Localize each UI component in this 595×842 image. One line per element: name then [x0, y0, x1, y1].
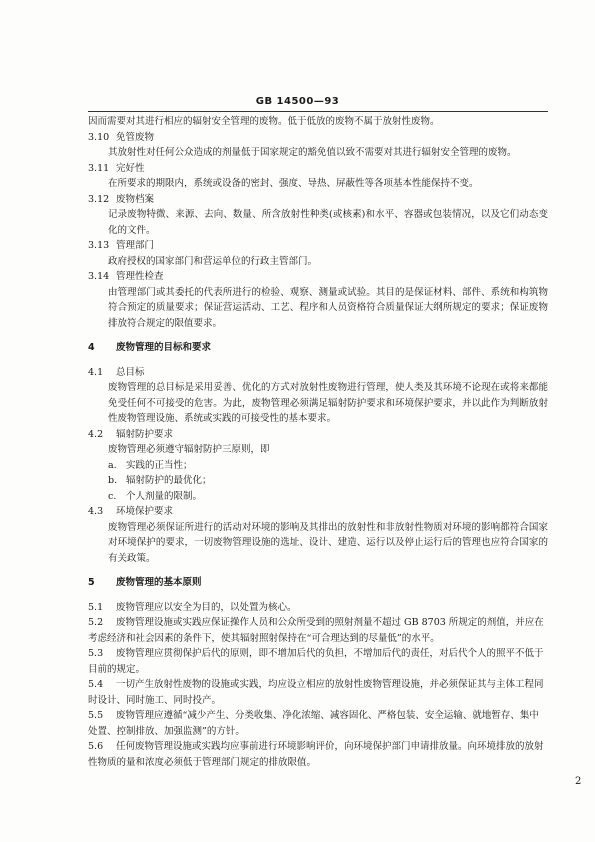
clause-number: 5.4	[88, 679, 104, 690]
clause-number: 4.2	[88, 428, 104, 440]
clause-title: 免管废物	[116, 131, 155, 143]
clause-title: 管理部门	[116, 240, 155, 251]
clause-number: 5.5	[88, 710, 104, 721]
clause	[88, 615, 548, 646]
clause	[88, 427, 548, 443]
clause-title: 一切产生放射性废物的设施或实践，均应设立相应的放射性废物管理设施，并必须保证其与主体工程同时设计、同时施工、同时投产。	[88, 679, 544, 706]
spacer	[88, 331, 548, 340]
section-heading	[88, 575, 548, 591]
document-header: GB 14500—93	[255, 96, 340, 107]
clause	[88, 269, 548, 285]
clause-number: 5	[88, 577, 95, 588]
clause	[88, 504, 548, 520]
list-text: 实践的正当性；	[126, 459, 193, 471]
clause-title: 辐射防护要求	[116, 428, 174, 440]
clause-title: 废物管理的目标和要求	[116, 342, 212, 353]
paragraph: 因而需要对其进行相应的辐射安全管理的废物。低于低放的废物不属于放射性废物。	[88, 116, 440, 127]
page-number: 2	[575, 776, 582, 787]
paragraph: 其放射性对任何公众造成的剂量低于国家规定的豁免值以致不需要对其进行辐射安全管理的废物。	[108, 147, 517, 158]
clause-number: 5.3	[88, 648, 104, 659]
clause-number: 3.13	[88, 240, 110, 251]
header-rule	[88, 111, 548, 112]
clause	[88, 646, 548, 677]
clause-number: 3.12	[88, 193, 110, 205]
list-item	[108, 458, 548, 474]
spacer	[88, 356, 548, 365]
section-heading	[88, 340, 548, 356]
clause-title: 完好性	[116, 162, 145, 174]
clause-number: 4.3	[88, 506, 104, 517]
clause-number: 5.2	[88, 617, 104, 628]
clause-number: 3.14	[88, 271, 110, 282]
list-label: b.	[108, 475, 118, 486]
clause-title: 管理性检查	[116, 271, 164, 282]
paragraph: 废物管理必须保证所进行的活动对环境的影响及其排出的放射性和非放射性物质对环境的影响都符合国家对环境保护的要求，一切废物管理设施的选址、设计、建造、运行以及停止运行后的管理也应符合国家的有关政策。	[108, 521, 548, 564]
clause	[88, 130, 548, 146]
clause	[88, 708, 548, 739]
clause	[88, 238, 548, 254]
clause-number: 5.1	[88, 601, 104, 613]
clause-title: 环境保护要求	[116, 506, 174, 517]
clause-title: 废物管理的基本原则	[116, 577, 202, 588]
clause-number: 4	[88, 342, 95, 353]
spacer	[88, 566, 548, 575]
list-text: 个人剂量的限制。	[126, 490, 203, 502]
list-text: 辐射防护的最优化；	[126, 475, 212, 486]
clause-title: 废物管理应以安全为目的，以处置为核心。	[116, 601, 297, 613]
paragraph: 在所要求的期限内，系统或设备的密封、强度、导热、屏蔽性等各项基本性能保持不变。	[108, 178, 479, 189]
clause-number: 4.1	[88, 366, 104, 378]
clause-title: 任何废物管理设施或实践均应事前进行环境影响评价，向环境保护部门申请排放量。向环境排放的放射性物质的量和浓度必须低于管理部门规定的排放限值。	[88, 741, 544, 768]
clause	[88, 161, 548, 177]
paragraph: 由管理部门或其委托的代表所进行的检验、观察、测量或试验。其目的是保证材料、部件、系统和构筑物符合预定的质量要求；保证营运活动、工艺、程序和人员资格符合质量保证大纲所规定的要求；保证废物排放符合规定的限值要求。	[108, 286, 548, 329]
document-body	[88, 114, 548, 770]
paragraph: 政府授权的国家部门和营运单位的行政主管部门。	[108, 255, 318, 267]
clause	[88, 365, 548, 381]
list-label: a.	[108, 459, 117, 471]
clause-number: 3.10	[88, 131, 110, 143]
list-label: c.	[108, 490, 117, 502]
clause	[88, 739, 548, 770]
paragraph: 废物管理的总目标是采用妥善、优化的方式对放射性废物进行管理，使人类及其环境不论现在或将来都能免受任何不可接受的危害。为此，废物管理必须满足辐射防护要求和环境保护要求，并以此作为判断放射性废物管理设施、系统或实践的可接受性的基本要求。	[108, 382, 548, 424]
list-item	[108, 473, 548, 489]
spacer	[88, 591, 548, 600]
clause	[88, 192, 548, 208]
list-item	[108, 489, 548, 505]
clause-title: 总目标	[116, 366, 145, 378]
clause-title: 废物档案	[116, 193, 155, 205]
clause	[88, 677, 548, 708]
paragraph: 废物管理必须遵守辐射防护三原则，即	[108, 444, 270, 455]
clause-title: 废物管理应贯彻保护后代的原则，即不增加后代的负担，不增加后代的责任，对后代个人的照平不低于目前的规定。	[88, 648, 544, 675]
clause-title: 废物管理设施或实践应保证操作人员和公众所受到的照射剂量不超过 GB 8703 所规定的剂值，并应在考虑经济和社会因素的条件下，使其辐射照射保持在“可合理达到的尽量低”的水平。	[88, 617, 544, 644]
clause-title: 废物管理应遵循“减少产生、分类收集、净化浓缩、减容固化、严格包装、安全运输、就地暂存、集中处置、控制排放、加强监测”的方针。	[88, 710, 539, 737]
clause	[88, 600, 548, 616]
clause-number: 3.11	[88, 162, 110, 174]
clause-number: 5.6	[88, 741, 104, 752]
paragraph: 记录废物特微、来源、去向、数量、所含放射性种类(或核素)和水平、容器或包装情况，以及它们动态变化的文件。	[108, 209, 548, 236]
